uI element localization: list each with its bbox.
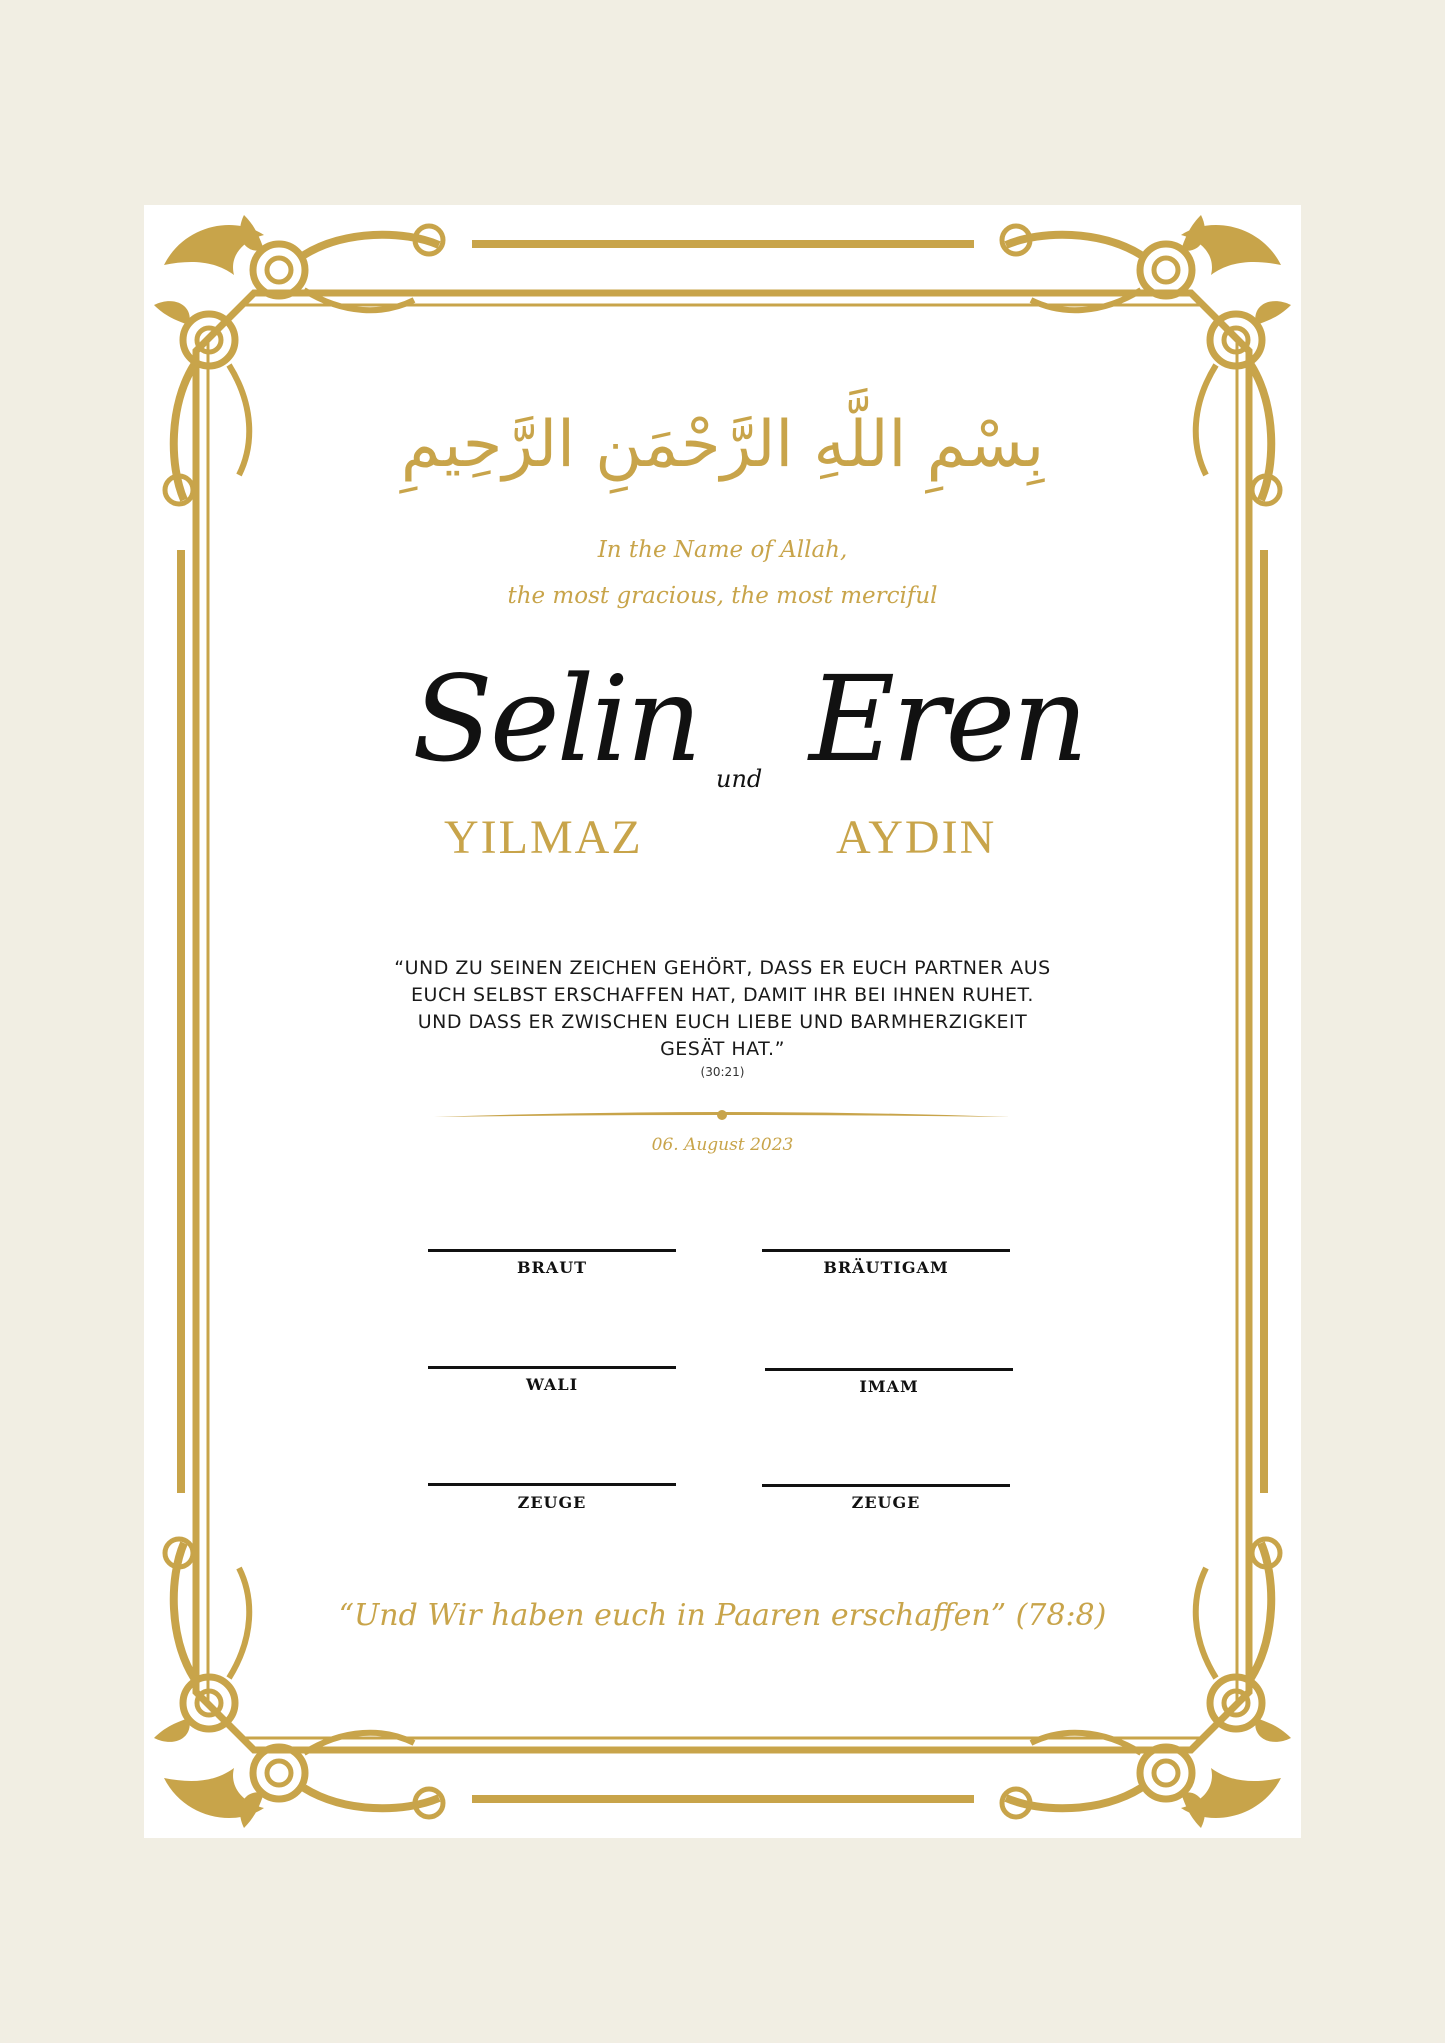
connector-und: und [716,765,763,793]
signature-line-bride [428,1249,676,1252]
bismillah-calligraphy: بِسْمِ اللَّهِ الرَّحْمَنِ الرَّحِيمِ [400,408,1045,482]
groom-first-name: Eren [809,650,1086,788]
signature-label-groom: BRÄUTIGAM [823,1258,949,1277]
signature-label-witness-1: ZEUGE [517,1493,587,1512]
invocation-line-2: the most gracious, the most merciful [507,583,938,609]
signature-line-groom [762,1249,1010,1252]
signature-line-wali [428,1366,676,1369]
quote-reference: (30:21) [700,1065,745,1079]
signature-label-bride: BRAUT [516,1258,588,1277]
groom-last-name: AYDIN [836,811,997,864]
quran-quote: “UND ZU SEINEN ZEICHEN GEHÖRT, DASS ER EUCH PARTNER AUS EUCH SELBST ERSCHAFFEN HAT, DAMIT IHR BEI IHNEN RUHET. UND DASS ER ZWISCHEN EUCH LIEBE UND BARMHERZIGKEIT GESÄT HAT.” [394,957,1051,1060]
signature-line-witness-1 [428,1483,676,1486]
bride-first-name: Selin [412,650,700,788]
wedding-date: 06. August 2023 [651,1135,794,1155]
signature-line-imam [765,1368,1013,1371]
signature-label-witness-2: ZEUGE [851,1493,921,1512]
signature-label-imam: IMAM [859,1377,919,1396]
invocation [144,527,1301,619]
certificate-page [144,205,1301,1838]
bride-last-name: YILMAZ [444,811,643,864]
signature-line-witness-2 [762,1484,1010,1487]
signature-label-wali: WALI [525,1375,579,1394]
closing-verse: “Und Wir haben euch in Paaren erschaffen” (78:8) [338,1598,1107,1633]
invocation-line-1: In the Name of Allah, [597,537,848,563]
